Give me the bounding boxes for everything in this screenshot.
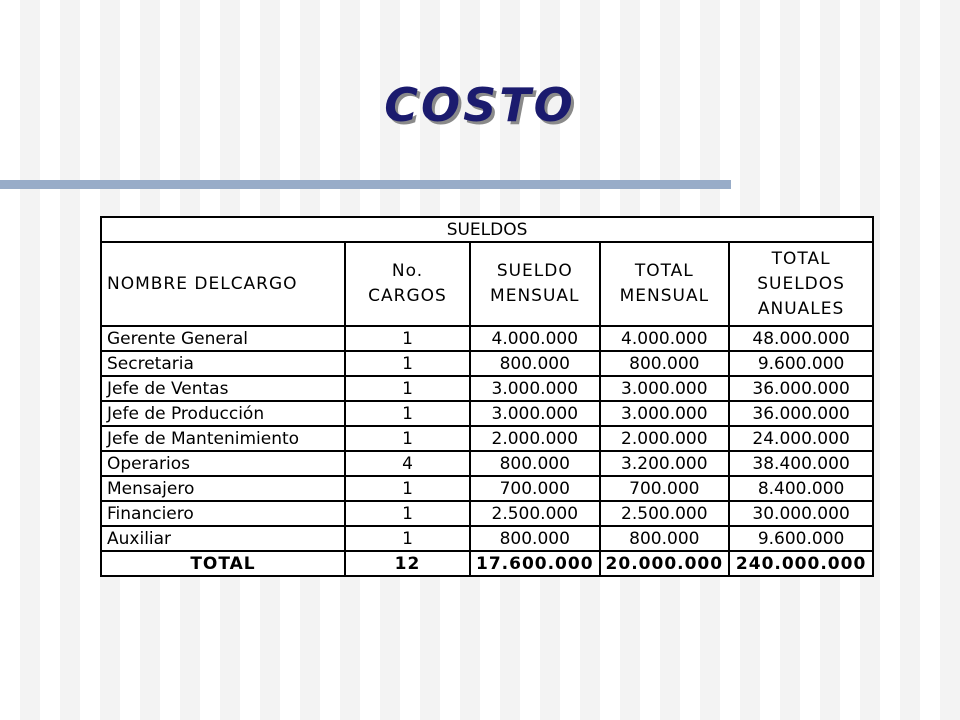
table-row	[101, 376, 873, 401]
slide-title: COSTO	[384, 78, 576, 132]
cell-nombre-cargo: Operarios	[101, 451, 345, 476]
header-line: ANUALES	[757, 298, 845, 319]
table-row	[101, 526, 873, 551]
cell-no-cargos: 1	[345, 526, 470, 551]
table-row	[101, 351, 873, 376]
table-total-row	[101, 551, 873, 576]
cell-total-mensual: 800.000	[600, 351, 730, 376]
table-row	[101, 401, 873, 426]
header-no-cargos	[345, 242, 470, 326]
cell-no-cargos: 1	[345, 376, 470, 401]
cell-total-mensual: 3.000.000	[600, 376, 730, 401]
cell-no-cargos: 1	[345, 351, 470, 376]
cell-no-cargos: 1	[345, 476, 470, 501]
cell-nombre-cargo: Jefe de Producción	[101, 401, 345, 426]
cell-total-anual: 38.400.000	[729, 451, 873, 476]
cell-total-anual: 36.000.000	[729, 401, 873, 426]
cell-sueldo-mensual: 800.000	[470, 526, 600, 551]
header-total-mensual	[600, 242, 730, 326]
table-caption-row	[101, 217, 873, 242]
header-line: TOTAL	[771, 248, 831, 269]
cell-nombre-cargo: Secretaria	[101, 351, 345, 376]
table-body	[101, 326, 873, 551]
table-row	[101, 426, 873, 451]
header-total-sueldos-anuales	[729, 242, 873, 326]
cell-total-anual: 48.000.000	[729, 326, 873, 351]
table-caption: SUELDOS	[101, 217, 873, 242]
table-header-row	[101, 242, 873, 326]
header-line: SUELDO	[496, 261, 573, 281]
cell-sueldo-mensual: 2.000.000	[470, 426, 600, 451]
total-total-mensual: 20.000.000	[600, 551, 730, 576]
cell-sueldo-mensual: 800.000	[470, 451, 600, 476]
header-line: TOTAL	[634, 261, 694, 281]
cell-sueldo-mensual: 800.000	[470, 351, 600, 376]
header-nombre-cargo: NOMBRE DELCARGO	[101, 242, 345, 326]
title-underline-bar	[0, 180, 731, 189]
total-sueldo-mensual: 17.600.000	[470, 551, 600, 576]
cell-sueldo-mensual: 3.000.000	[470, 376, 600, 401]
cell-nombre-cargo: Jefe de Mantenimiento	[101, 426, 345, 451]
total-cargos: 12	[345, 551, 470, 576]
cell-nombre-cargo: Financiero	[101, 501, 345, 526]
salaries-table-container	[100, 216, 874, 577]
cell-no-cargos: 1	[345, 401, 470, 426]
cell-total-mensual: 3.200.000	[600, 451, 730, 476]
header-line: MENSUAL	[619, 286, 710, 306]
cell-nombre-cargo: Mensajero	[101, 476, 345, 501]
cell-total-mensual: 800.000	[600, 526, 730, 551]
cell-no-cargos: 1	[345, 426, 470, 451]
table-row	[101, 476, 873, 501]
header-line: SUELDOS	[757, 273, 845, 294]
cell-sueldo-mensual: 700.000	[470, 476, 600, 501]
cell-total-anual: 24.000.000	[729, 426, 873, 451]
table-row	[101, 326, 873, 351]
cell-nombre-cargo: Auxiliar	[101, 526, 345, 551]
cell-sueldo-mensual: 4.000.000	[470, 326, 600, 351]
cell-total-mensual: 2.500.000	[600, 501, 730, 526]
cell-no-cargos: 1	[345, 326, 470, 351]
header-line: CARGOS	[368, 286, 447, 306]
cell-no-cargos: 4	[345, 451, 470, 476]
cell-total-anual: 9.600.000	[729, 351, 873, 376]
table-row	[101, 451, 873, 476]
total-label: TOTAL	[101, 551, 345, 576]
cell-nombre-cargo: Gerente General	[101, 326, 345, 351]
cell-total-anual: 8.400.000	[729, 476, 873, 501]
total-sueldos-anuales: 240.000.000	[729, 551, 873, 576]
table-row	[101, 501, 873, 526]
cell-nombre-cargo: Jefe de Ventas	[101, 376, 345, 401]
cell-total-anual: 36.000.000	[729, 376, 873, 401]
cell-no-cargos: 1	[345, 501, 470, 526]
cell-sueldo-mensual: 2.500.000	[470, 501, 600, 526]
cell-total-anual: 30.000.000	[729, 501, 873, 526]
cell-total-mensual: 4.000.000	[600, 326, 730, 351]
cell-total-mensual: 2.000.000	[600, 426, 730, 451]
header-line: MENSUAL	[490, 286, 580, 306]
header-line: No.	[391, 261, 424, 281]
cell-total-mensual: 700.000	[600, 476, 730, 501]
cell-sueldo-mensual: 3.000.000	[470, 401, 600, 426]
cell-total-mensual: 3.000.000	[600, 401, 730, 426]
cell-total-anual: 9.600.000	[729, 526, 873, 551]
header-sueldo-mensual	[470, 242, 600, 326]
salaries-table	[100, 216, 874, 577]
